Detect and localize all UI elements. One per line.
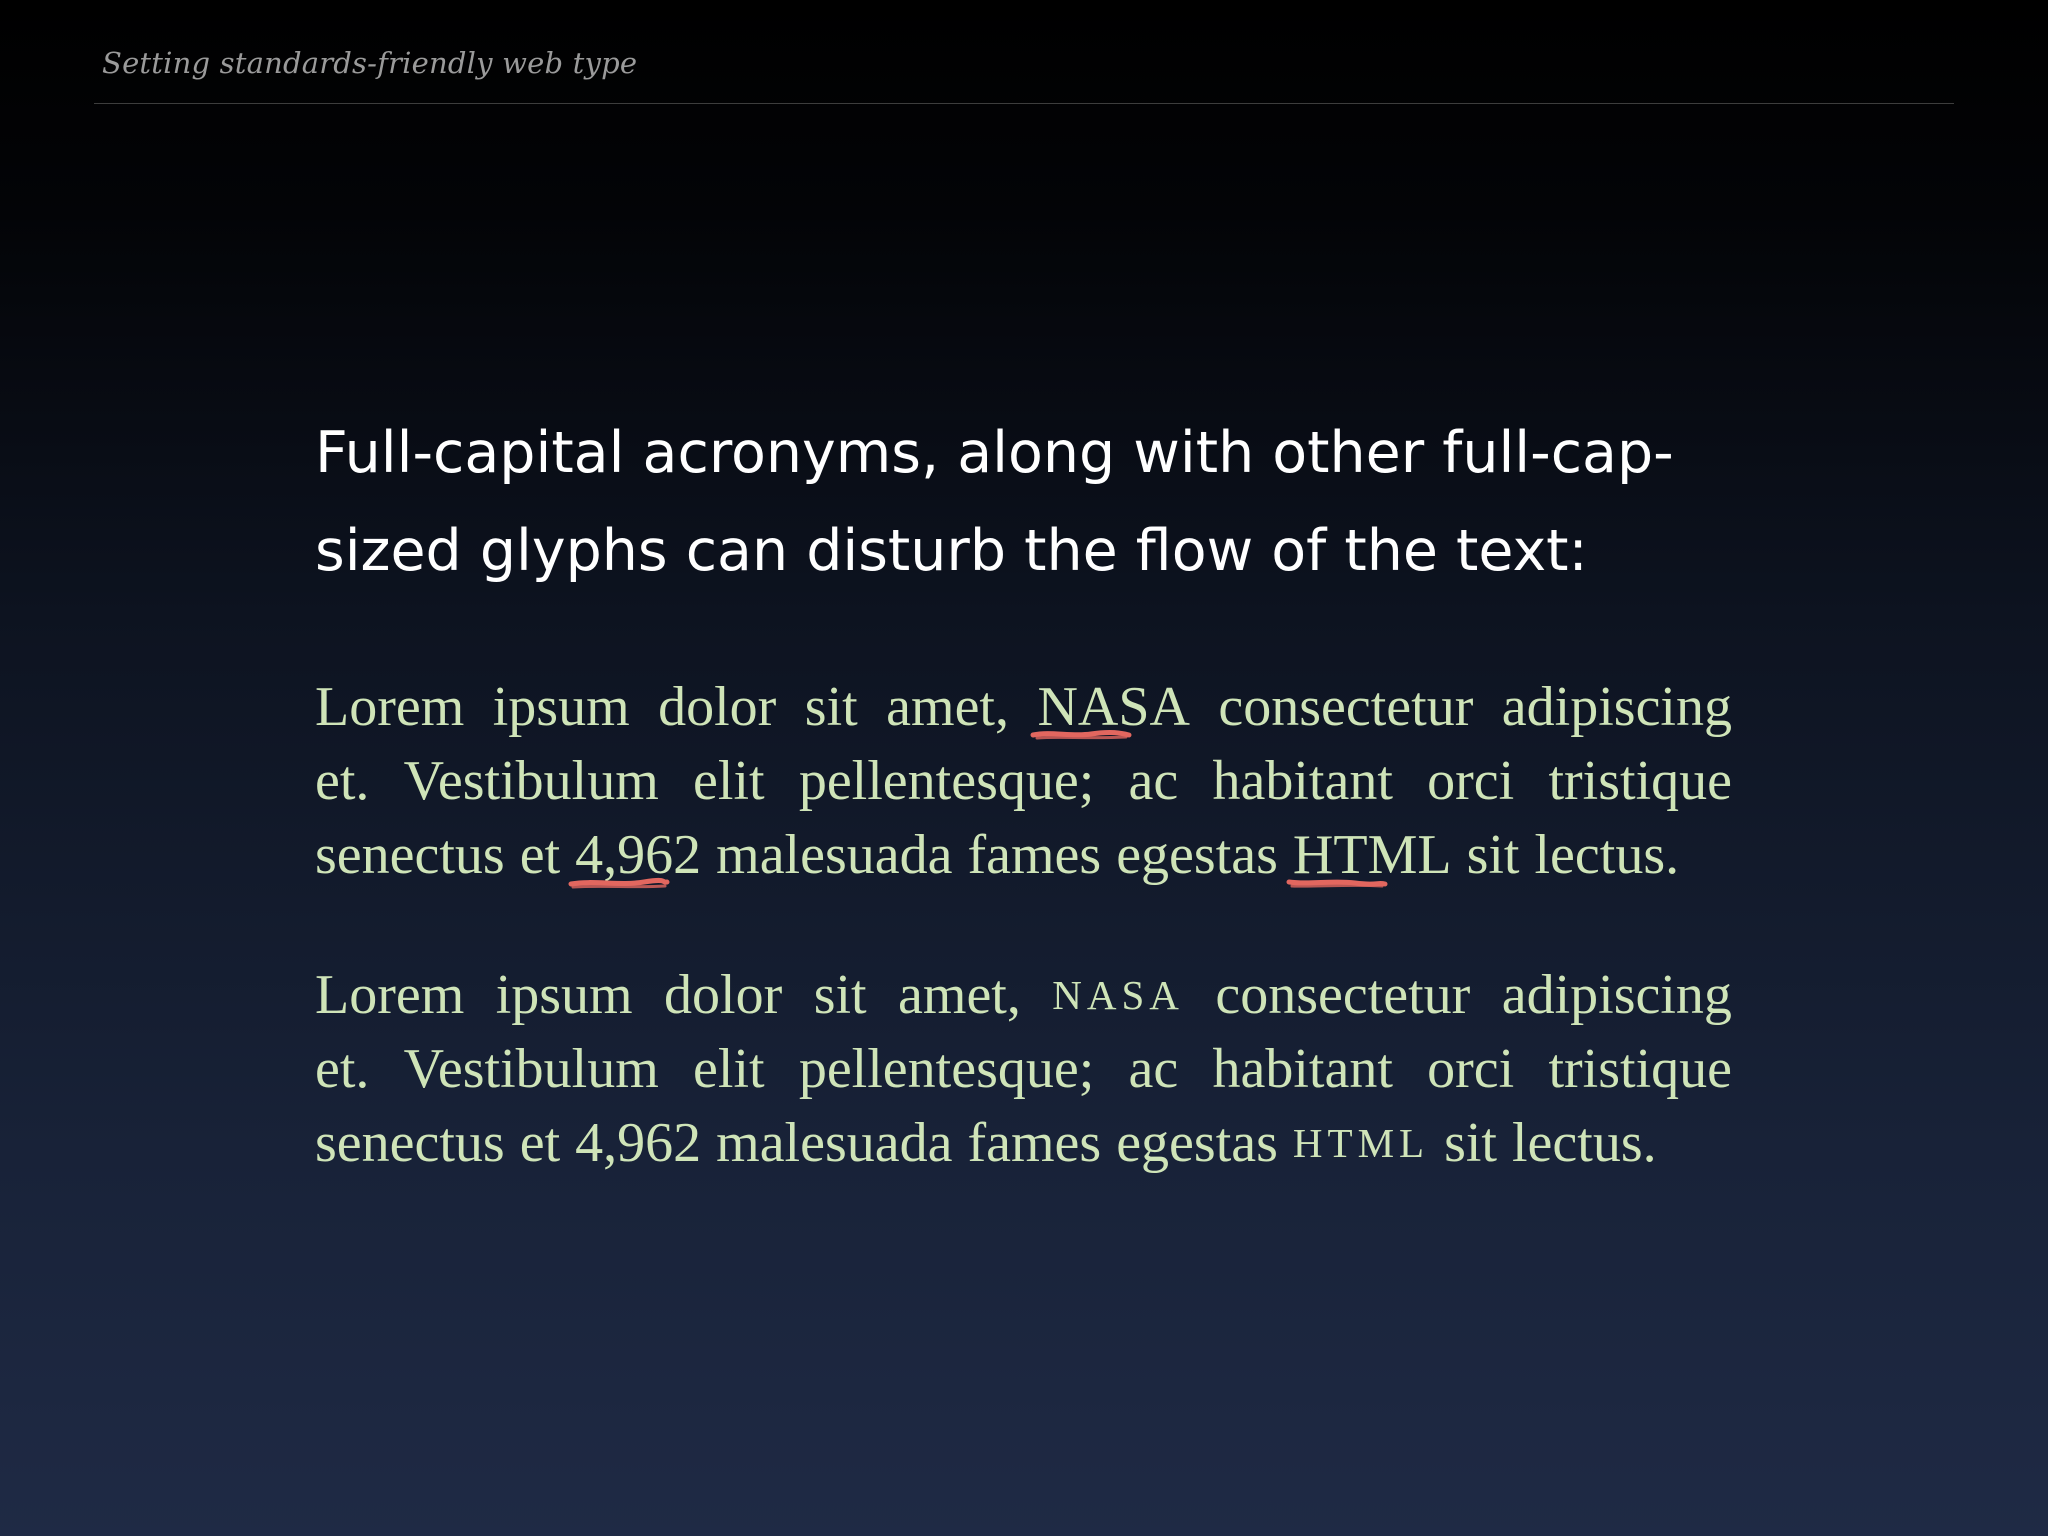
- word: et.: [315, 750, 370, 812]
- word: consectetur: [1218, 676, 1474, 738]
- word: egestas: [1116, 1112, 1278, 1174]
- word: senectus: [315, 1112, 505, 1174]
- sample-b-line-3: [315, 1106, 1732, 1180]
- red-underline-mark: [569, 874, 669, 892]
- oldstyle-number: 4,962: [575, 1112, 702, 1174]
- word: pellentesque;: [798, 750, 1095, 812]
- word: sit: [1466, 824, 1520, 886]
- word: sit: [804, 676, 858, 738]
- sample-paragraph-small-caps: [315, 958, 1732, 1180]
- word: habitant: [1212, 750, 1393, 812]
- sample-a-line-3: [315, 818, 1732, 892]
- intro-line-2: sized glyphs can disturb the flow of the text:: [315, 518, 1588, 584]
- red-underline-mark: [1287, 874, 1387, 892]
- word: consectetur: [1215, 964, 1471, 1026]
- red-underline-mark: [1031, 726, 1131, 744]
- sample-b-line-1: [315, 958, 1732, 1032]
- acronym-text: NASA: [1037, 676, 1190, 738]
- word: ipsum: [492, 676, 630, 738]
- slide-header-title: Setting standards-friendly web type: [102, 46, 638, 80]
- slide-header: [94, 0, 1954, 104]
- word: malesuada: [716, 1112, 953, 1174]
- word: pellentesque;: [798, 1038, 1095, 1100]
- word: et: [519, 1112, 561, 1174]
- word: elit: [693, 750, 765, 812]
- word: Lorem: [315, 676, 465, 738]
- intro-statement: [315, 404, 1795, 600]
- word: ac: [1128, 1038, 1179, 1100]
- word: fames: [967, 1112, 1102, 1174]
- word: egestas: [1116, 824, 1278, 886]
- sample-a-line-2: [315, 744, 1732, 818]
- word: ipsum: [495, 964, 633, 1026]
- word: senectus: [315, 824, 505, 886]
- intro-line-1: Full-capital acronyms, along with other full-cap-: [315, 420, 1674, 486]
- sample-a-line-1: [315, 670, 1732, 744]
- word: tristique: [1548, 1038, 1732, 1100]
- word: adipiscing: [1501, 964, 1732, 1026]
- word: Lorem: [315, 964, 465, 1026]
- word: orci: [1427, 1038, 1515, 1100]
- word: amet,: [898, 964, 1021, 1026]
- word: lectus.: [1534, 824, 1680, 886]
- word: orci: [1427, 750, 1515, 812]
- word: ac: [1128, 750, 1179, 812]
- word: habitant: [1212, 1038, 1393, 1100]
- word: et.: [315, 1038, 370, 1100]
- word: lectus.: [1512, 1112, 1657, 1174]
- word: dolor: [664, 964, 783, 1026]
- word: sit: [813, 964, 867, 1026]
- sample-b-line-2: [315, 1032, 1732, 1106]
- word: malesuada: [716, 824, 953, 886]
- small-caps-acronym-html: HTML: [1292, 1120, 1430, 1166]
- word: elit: [693, 1038, 765, 1100]
- small-caps-acronym-nasa: NASA: [1052, 972, 1184, 1018]
- word: et: [519, 824, 561, 886]
- word: fames: [967, 824, 1102, 886]
- word: sit: [1444, 1112, 1497, 1174]
- word: amet,: [886, 676, 1009, 738]
- number-text: 4,962: [575, 824, 702, 886]
- highlighted-acronym-nasa: [1037, 670, 1189, 744]
- word: Vestibulum: [403, 1038, 659, 1100]
- highlighted-number: [575, 818, 701, 892]
- word: dolor: [658, 676, 777, 738]
- sample-paragraph-full-caps: [315, 670, 1732, 892]
- acronym-text: HTML: [1292, 824, 1452, 886]
- highlighted-acronym-html: [1293, 818, 1452, 892]
- word: Vestibulum: [403, 750, 659, 812]
- word: tristique: [1548, 750, 1732, 812]
- word: adipiscing: [1501, 676, 1732, 738]
